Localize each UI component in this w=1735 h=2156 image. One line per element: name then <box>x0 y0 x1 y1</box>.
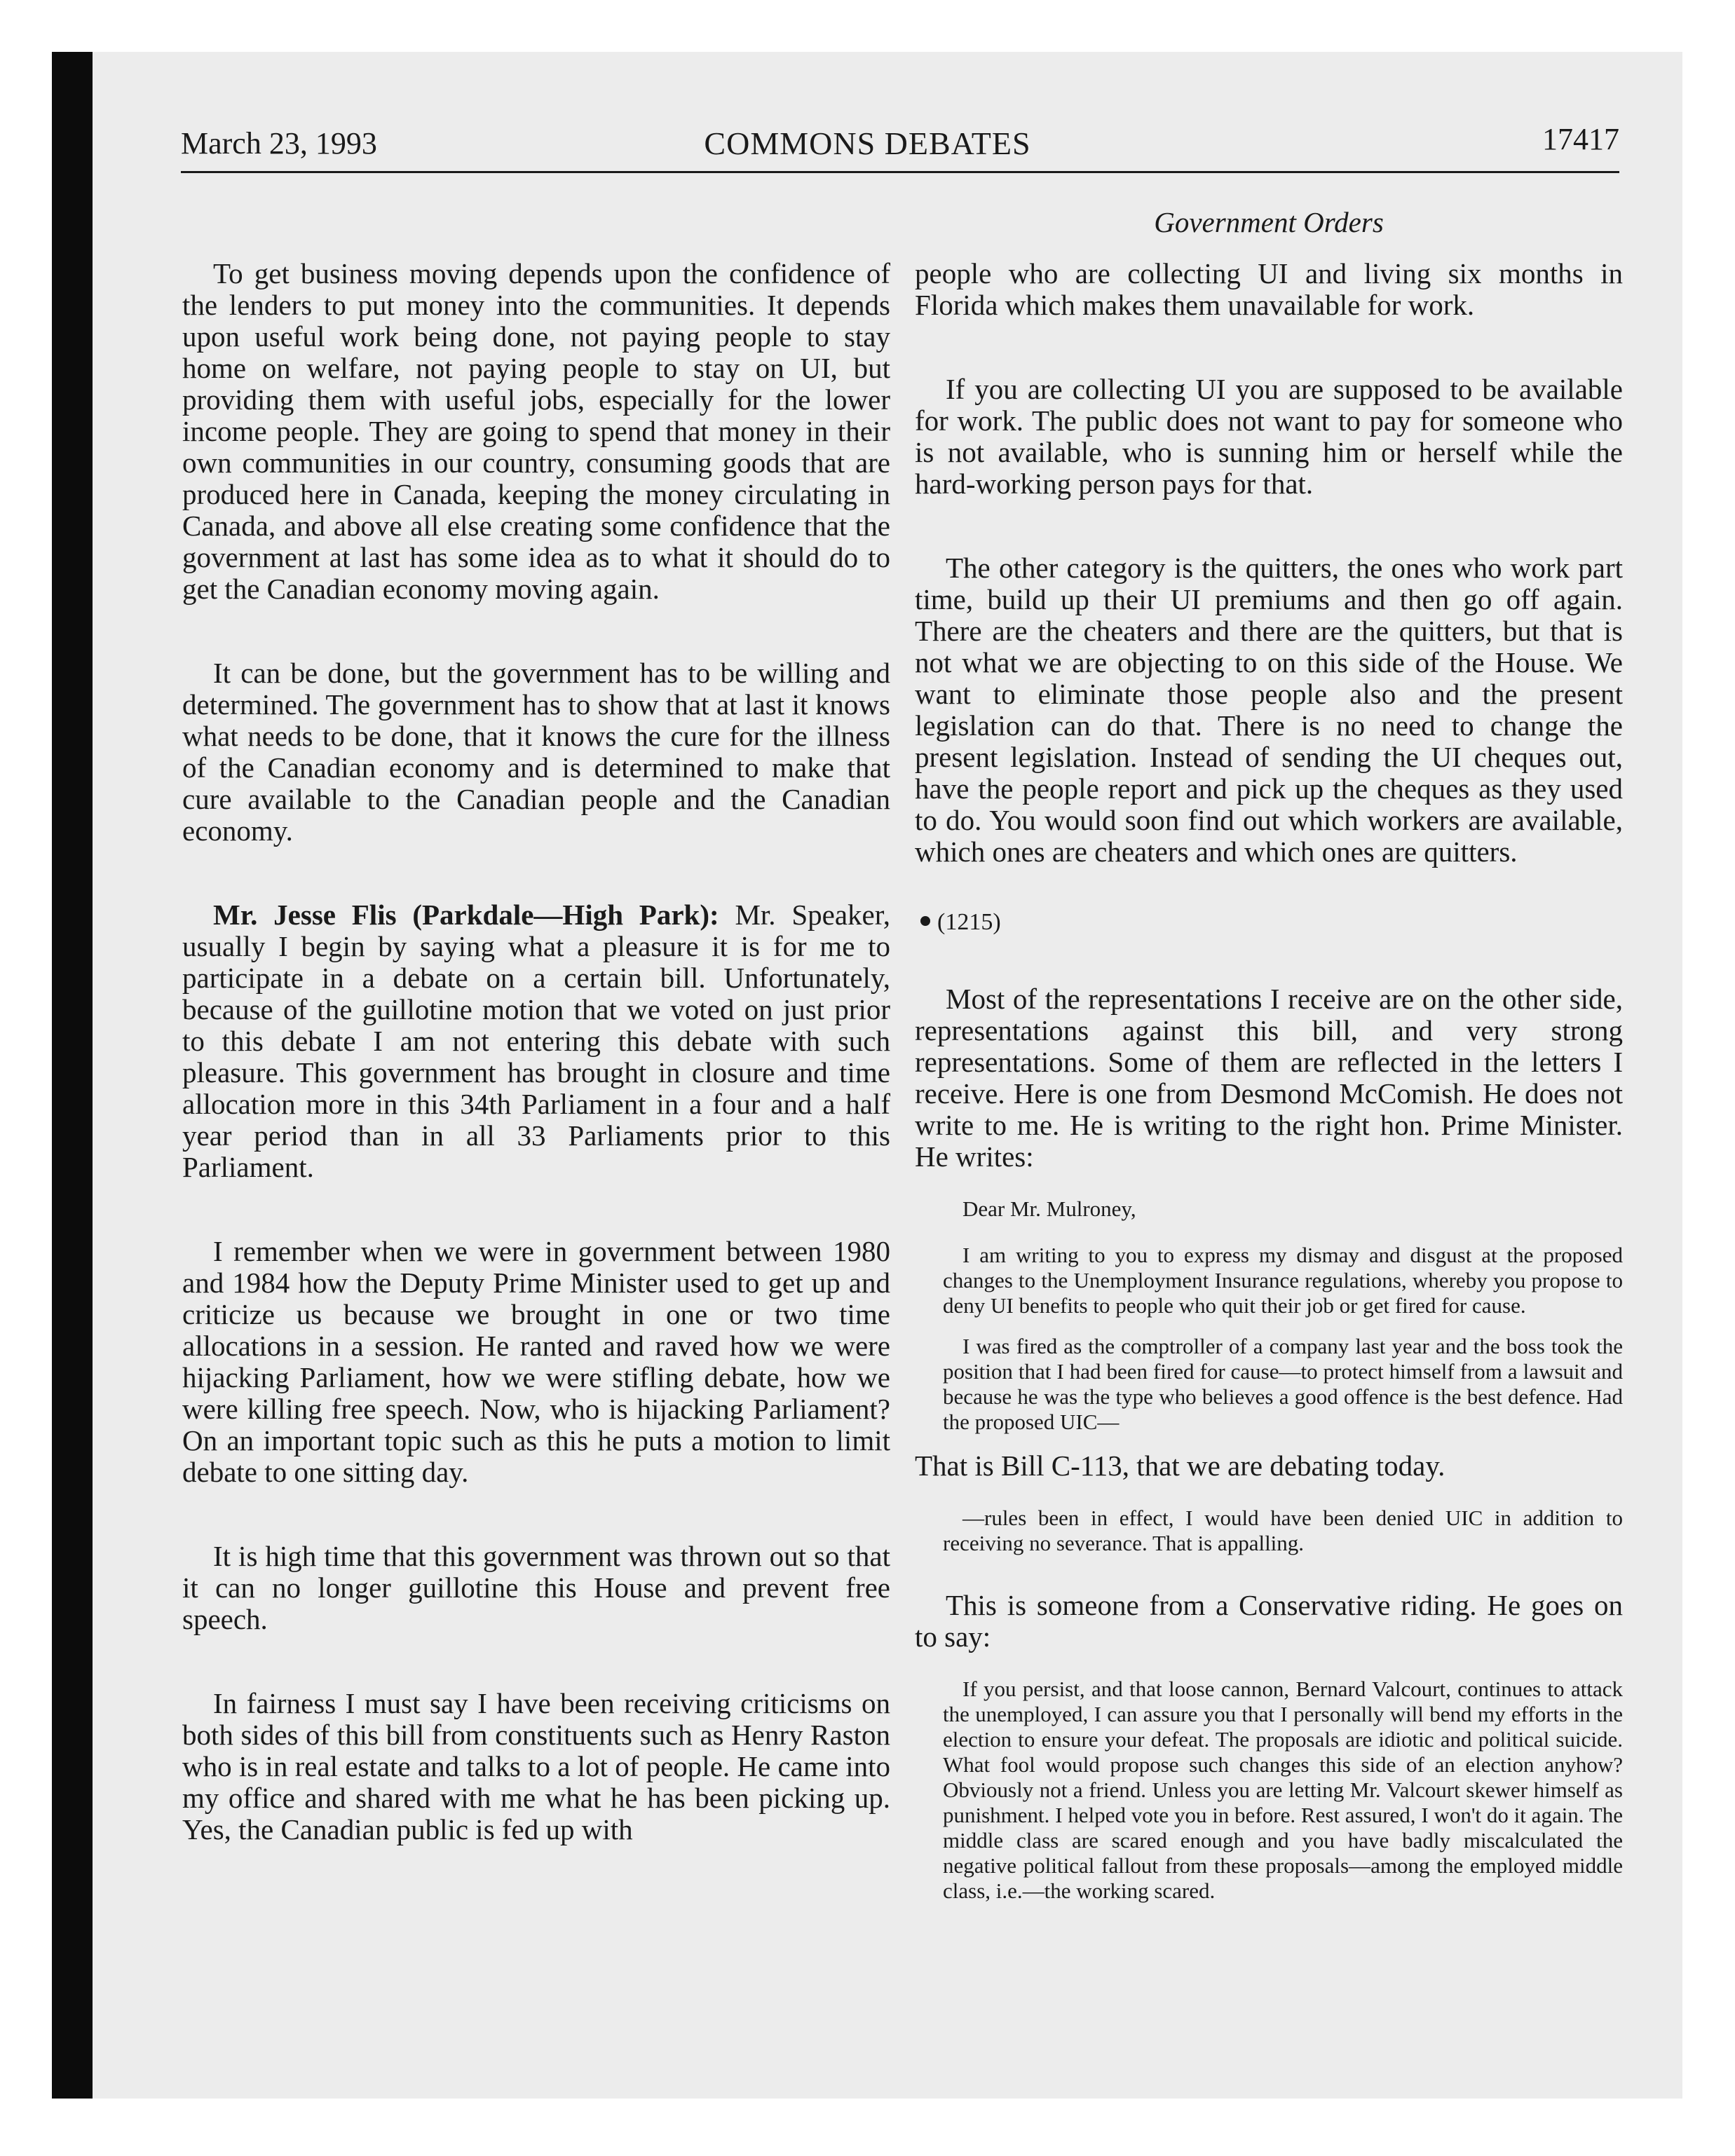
paragraph: I remember when we were in government between 1980 and 1984 how the Deputy Prime Minister used to get up and criticize us because we brought in one or two time allocations in a session. He ranted and raved how we were hijacking Parliament, how we were stifling debate, how we were killing free speech. Now, who is hijacking Parliament? On an important topic such as this he puts a motion to limit debate to one sitting day. <box>182 1235 890 1488</box>
letter-quote: —rules been in effect, I would have been denied UIC in addition to receiving no severance. That is appalling. <box>943 1506 1623 1555</box>
page-number: 17417 <box>1542 122 1619 156</box>
bullet-icon <box>920 916 930 926</box>
header-date: March 23, 1993 <box>181 126 377 161</box>
paragraph: It is high time that this government was thrown out so that it can no longer guillotine this House and prevent free speech. <box>182 1540 890 1635</box>
paragraph: To get business moving depends upon the confidence of the lenders to put money into the communities. It depends upon useful work being done, not paying people to stay home on welfare, not paying people to stay on UI, but providing them with useful jobs, especially for the lower income people. They are going to spend that money in their own communities in our country, consuming goods that are produced here in Canada, keeping the money circulating in Canada, and above all else creating some confidence that the government at last has some idea as to what it should do to get the Canadian economy moving again. <box>182 257 890 605</box>
paragraph: people who are collecting UI and living six months in Florida which makes them unavailable for work. <box>915 257 1623 321</box>
paragraph: If you are collecting UI you are supposed to be available for work. The public does not want to pay for someone who is not available, who is sunning him or herself while the hard-working person pays for that. <box>915 373 1623 500</box>
section-heading: Government Orders <box>1154 206 1384 238</box>
header-rule <box>181 171 1619 173</box>
letter-quote: I was fired as the comptroller of a company last year and the boss took the position that I had been fired for cause—to protect himself from a lawsuit and because he was the type who believes a good offence is the best defence. Had the proposed UIC— <box>943 1334 1623 1434</box>
paragraph: This is someone from a Conservative riding. He goes on to say: <box>915 1589 1623 1653</box>
paragraph: The other category is the quitters, the ones who work part time, build up their UI premiums and then go off again. There are the cheaters and there are the quitters, but that is not what we are objecting to on this side of the House. We want to eliminate those people also and the present legislation can do that. There is no need to change the present legislation. Instead of sending the UI cheques out, have the people report and pick up the cheques as they used to do. You would soon find out which workers are available, which ones are cheaters and which ones are quitters. <box>915 552 1623 868</box>
header-title: COMMONS DEBATES <box>704 125 1031 161</box>
scan-edge-shadow <box>52 52 93 2099</box>
speaker-paragraph <box>182 899 890 1183</box>
paragraph: Most of the representations I receive are on the other side, representations against this bill, and very strong representations. Some of them are reflected in the letters I receive. Here is one from Desmond McComish. He does not write to me. He is writing to the right hon. Prime Minister. He writes: <box>915 983 1623 1173</box>
letter-salutation: Dear Mr. Mulroney, <box>962 1196 1136 1221</box>
time-marker-text: (1215) <box>937 909 1001 935</box>
speaker-name: Mr. Jesse Flis (Parkdale—High Park): <box>213 899 719 931</box>
time-marker <box>915 906 1623 938</box>
speech-text: Mr. Speaker, usually I begin by saying what a pleasure it is for me to participate in a debate on a certain bill. Unfortunately, because of the guillotine motion that we voted on just prior to this debate I am not entering this debate with such pleasure. This government has brought in closure and time allocation more in this 34th Parliament in a four and a half year period than in all 33 Parliaments prior to this Parliament. <box>182 899 890 1183</box>
letter-quote: I am writing to you to express my dismay and disgust at the proposed changes to the Unemployment Insurance regulations, whereby you propose to deny UI benefits to people who quit their job or get fired for cause. <box>943 1243 1623 1318</box>
paragraph: In fairness I must say I have been receiving criticisms on both sides of this bill from constituents such as Henry Raston who is in real estate and talks to a lot of people. He came into my office and shared with me what he has been picking up. Yes, the Canadian public is fed up with <box>182 1687 890 1845</box>
paragraph: It can be done, but the government has to be willing and determined. The government has to show that at last it knows what needs to be done, that it knows the cure for the illness of the Canadian economy and is determined to make that cure available to the Canadian people and the Canadian economy. <box>182 657 890 847</box>
right-column <box>915 258 1623 1919</box>
letter-quote: If you persist, and that loose cannon, Bernard Valcourt, continues to attack the unemployed, I can assure you that I personally will bend my efforts in the election to ensure your defeat. The proposals are idiotic and political suicide. What fool would propose such changes this side of an election anyhow? Obviously not a friend. Unless you are letting Mr. Valcourt skewer himself as punishment. I helped vote you in before. Rest assured, I won't do it again. The middle class are scared enough and you have badly miscalculated the negative political fallout from these proposals—among the employed middle class, i.e.—the working scared. <box>943 1677 1623 1903</box>
left-column <box>182 258 890 1898</box>
paragraph: That is Bill C-113, that we are debating today. <box>915 1449 1445 1482</box>
